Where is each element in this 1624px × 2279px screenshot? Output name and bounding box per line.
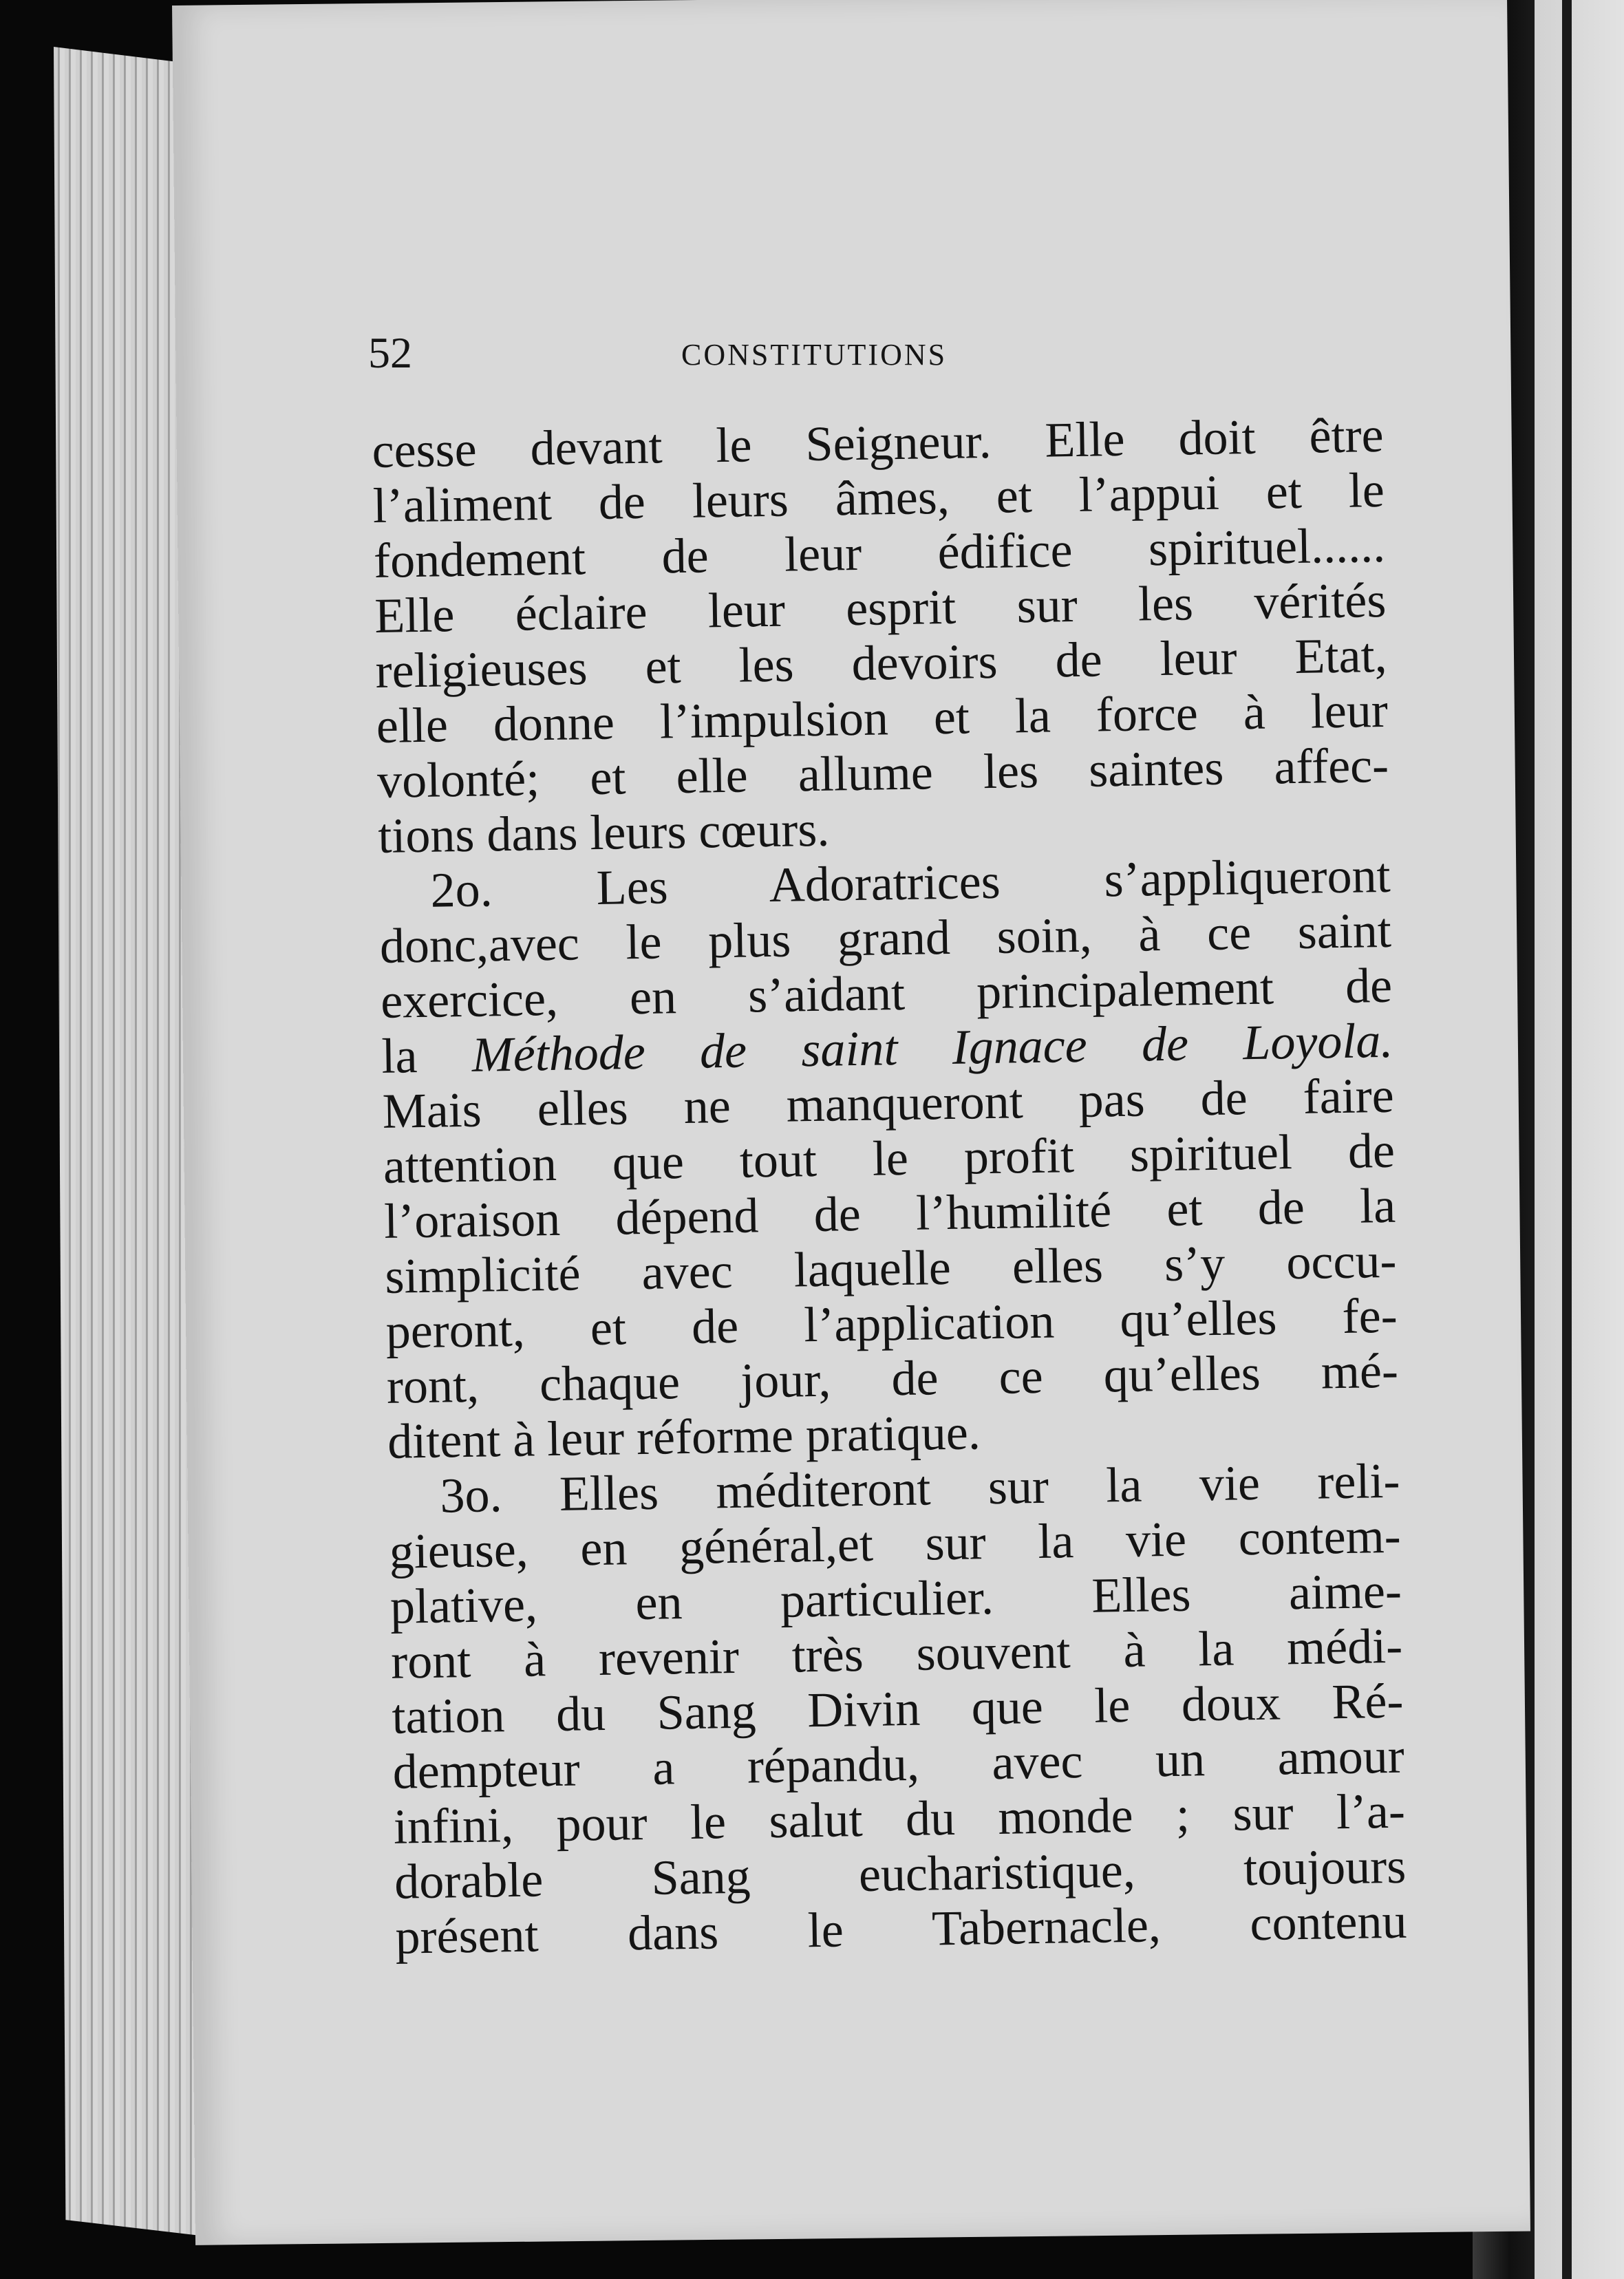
page-number: 52 (368, 328, 412, 377)
text-line: 2o. Les Adoratrices s’appliqueront (430, 847, 1391, 918)
text-line: plative, en particulier. Elles aime- (389, 1563, 1402, 1634)
text-line: cesse devant le Seigneur. Elle doit être (372, 407, 1385, 478)
italic-title: Méthode de saint Ignace de Loyola. (471, 1012, 1393, 1082)
text-line: peront, et de l’application qu’elles fe- (385, 1287, 1398, 1359)
text-line: religieuses et les devoirs de leur Etat, (375, 627, 1388, 698)
text-line: dorable Sang eucharistique, toujours (394, 1838, 1407, 1909)
text-line: simplicité avec laquelle elles s’y occu- (384, 1232, 1397, 1304)
text-line: 3o. Elles méditeront sur la vie reli- (439, 1453, 1400, 1523)
text-line: tions dans leurs cœurs. (377, 801, 830, 864)
text-line: exercice, en s’aidant principalement de (380, 957, 1393, 1029)
facing-page-edge (1521, 0, 1624, 2279)
text-fragment: la (381, 1027, 473, 1084)
text-line: ditent à leur réforme pratique. (387, 1404, 981, 1469)
text-line: donc,avec le plus grand soin, à ce saint (379, 902, 1392, 974)
text-line: ront à revenir très souvent à la médi- (390, 1618, 1403, 1689)
body-text (372, 407, 1407, 1965)
text-line: volonté; et elle allume les saintes affec- (376, 737, 1389, 809)
text-line: Elle éclaire leur esprit sur les vérités (374, 572, 1387, 643)
text-line: Mais elles ne manqueront pas de faire (382, 1067, 1395, 1139)
text-line: l’aliment de leurs âmes, et l’appui et le (372, 462, 1385, 533)
text-line: fondement de leur édifice spirituel...... (373, 517, 1386, 588)
text-line: l’oraison dépend de l’humilité et de la (383, 1177, 1396, 1249)
text-line: tation du Sang Divin que le doux Ré- (391, 1673, 1404, 1744)
text-line: gieuse, en général,et sur la vie contem- (389, 1508, 1402, 1579)
text-line: elle donne l’impulsion et la force à leur (376, 682, 1389, 753)
facing-page-shadow (1562, 0, 1572, 2279)
text-line: infini, pour le salut du monde ; sur l’a- (393, 1783, 1406, 1854)
text-line: ront, chaque jour, de ce qu’elles mé- (386, 1342, 1399, 1414)
page-header (368, 322, 1194, 398)
text-line: dempteur a répandu, avec un amour (392, 1728, 1405, 1799)
text-line: attention que tout le profit spirituel de (383, 1122, 1396, 1194)
running-head: CONSTITUTIONS (681, 338, 948, 372)
text-line: présent dans le Tabernacle, contenu (394, 1893, 1408, 1965)
